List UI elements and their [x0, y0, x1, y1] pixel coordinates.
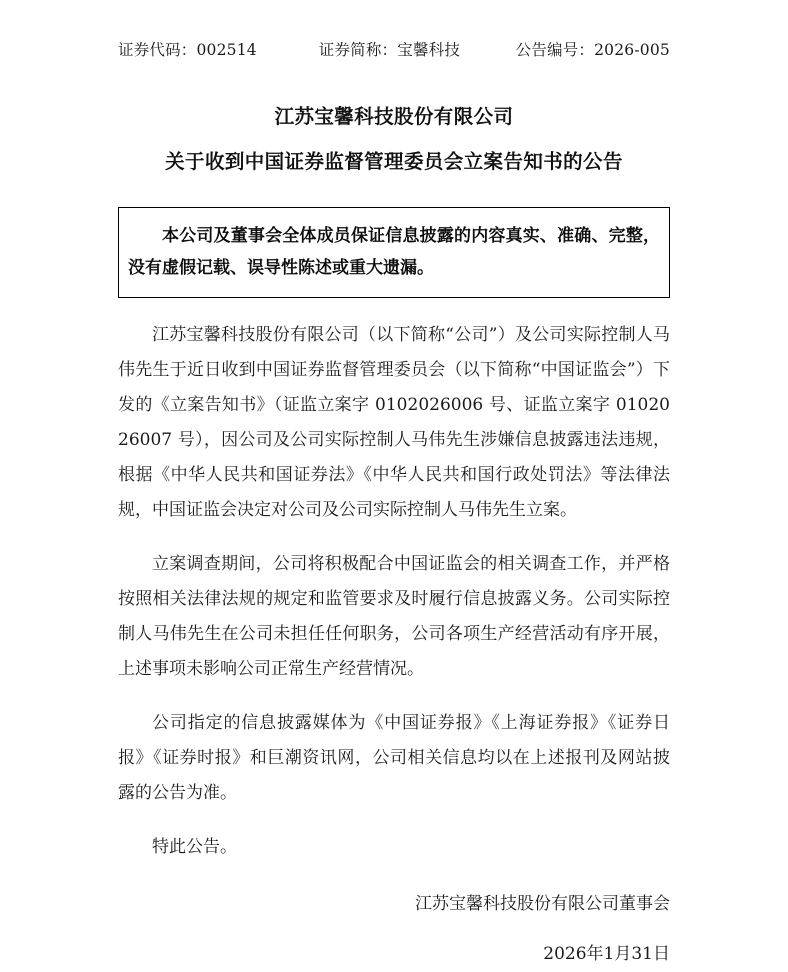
company-name-title: 江苏宝馨科技股份有限公司 [274, 105, 514, 128]
signature-issuer: 江苏宝馨科技股份有限公司董事会 [415, 894, 670, 914]
body-paragraph: 江苏宝馨科技股份有限公司（以下简称“公司”）及公司实际控制人马伟先生于近日收到中国证券监督管理委员会（以下简称“中国证监会”）下发的《立案告知书》（证监立案字 0102026006 号、证监立案字 0102026007 号），因公司及公司实际控制人马伟先生涉嫌信息披露违法违规，根据《中华人民共和国证券法》《中华人民共和国行政处罚法》等法律法规，中国证监会决定对公司及公司实际控制人马伟先生立案。 [118, 325, 670, 520]
disclaimer-box [118, 207, 670, 298]
announcement-number: 公告编号：2026-005 [515, 41, 670, 59]
document-body [118, 318, 670, 865]
document-header-meta [118, 0, 670, 60]
document-title-block [118, 97, 670, 182]
signature-block [118, 887, 670, 972]
security-abbreviation: 证券简称：宝馨科技 [318, 41, 461, 59]
body-paragraph: 公司指定的信息披露媒体为《中国证券报》《上海证券报》《证券日报》《证券时报》和巨潮资讯网，公司相关信息均以在上述报刊及网站披露的公告为准。 [118, 713, 670, 803]
signature-date: 2026年1月31日 [543, 944, 670, 964]
disclaimer-text: 本公司及董事会全体成员保证信息披露的内容真实、准确、完整，没有虚假记载、误导性陈述或重大遗漏。 [128, 226, 660, 278]
body-paragraph: 立案调查期间，公司将积极配合中国证监会的相关调查工作，并严格按照相关法律法规的规定和监管要求及时履行信息披露义务。公司实际控制人马伟先生在公司未担任任何职务，公司各项生产经营活动有序开展，上述事项未影响公司正常生产经营情况。 [118, 554, 670, 679]
closing-statement: 特此公告。 [152, 837, 237, 857]
document-content [118, 0, 670, 972]
announcement-subject-title: 关于收到中国证券监督管理委员会立案告知书的公告 [165, 150, 623, 173]
security-code: 证券代码：002514 [118, 41, 257, 59]
